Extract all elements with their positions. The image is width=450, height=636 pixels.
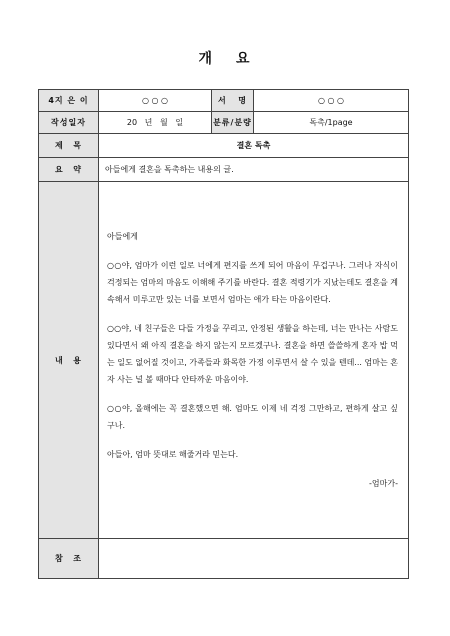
- content-label-2: 용: [73, 355, 82, 365]
- content-label: [39, 182, 99, 539]
- subject-value: 결혼 독촉: [99, 134, 409, 158]
- letter-paragraph-4: 아들아, 엄마 뜻대로 해줄거라 믿는다.: [107, 450, 239, 459]
- author-label: 4지 은 이: [39, 90, 99, 112]
- reference-label-2: 조: [73, 554, 82, 563]
- letter-signature: -엄마가-: [369, 479, 398, 488]
- date-value: 20 년 월 일: [99, 112, 212, 134]
- subject-label-1: 제: [55, 141, 64, 150]
- reference-label-1: 참: [55, 554, 64, 563]
- date-label: 작성일자: [39, 112, 99, 134]
- title-left: 개: [198, 51, 214, 67]
- row-summary: [39, 158, 409, 182]
- summary-label-1: 요: [55, 165, 64, 174]
- letter-paragraph-3: ○○야, 올해에는 꼭 결혼했으면 해. 엄마도 이제 네 걱정 그만하고, 편하게 살고 싶구나.: [107, 404, 398, 430]
- row-author: [39, 90, 409, 112]
- row-reference: [39, 539, 409, 579]
- summary-label: [39, 158, 99, 182]
- reference-label: [39, 539, 99, 579]
- document-title: [0, 48, 450, 68]
- letter-greeting: 아들에게: [107, 232, 138, 241]
- name-label: [212, 90, 254, 112]
- subject-label: [39, 134, 99, 158]
- summary-form: [38, 89, 409, 579]
- reference-value: [99, 539, 409, 579]
- category-value: 독촉/1page: [254, 112, 409, 134]
- name-value: ○ ○ ○: [254, 90, 409, 112]
- category-label: 분류/분량: [212, 112, 254, 134]
- title-right: 요: [236, 51, 252, 67]
- summary-label-2: 약: [73, 165, 82, 174]
- author-value: ○ ○ ○: [99, 90, 212, 112]
- letter-paragraph-1: ○○야, 엄마가 이런 일로 너에게 편지를 쓰게 되어 마음이 무겁구나. 그러나 자식이 걱정되는 엄마의 마음도 이해해 주기를 바란다. 결혼 적령기가 지났는데도 결혼을 계속해서 미루고만 있는 너를 보면서 엄마는 애가 타는 마음이란다.: [107, 261, 398, 304]
- name-label-2: 명: [238, 96, 247, 105]
- summary-value: 아들에게 결혼을 독촉하는 내용의 글.: [99, 158, 409, 182]
- letter-body: [99, 182, 409, 539]
- content-label-1: 내: [55, 355, 64, 365]
- name-label-1: 서: [218, 96, 227, 105]
- subject-label-2: 목: [73, 141, 82, 150]
- row-date: [39, 112, 409, 134]
- letter-paragraph-2: ○○야, 네 친구들은 다들 가정을 꾸리고, 안정된 생활을 하는데, 너는 만나는 사람도 있다면서 왜 아직 결혼을 하지 않는지 모르겠구나. 결혼을 하면 쓸쓸하게 혼자 밥 먹는 일도 없어질 것이고, 가족들과 화목한 가정 이루면서 살 수 있을 텐데... 엄마는 혼자 사는 널 볼 때마다 안타까운 마음이야.: [107, 324, 398, 384]
- row-content: [39, 182, 409, 539]
- row-subject: [39, 134, 409, 158]
